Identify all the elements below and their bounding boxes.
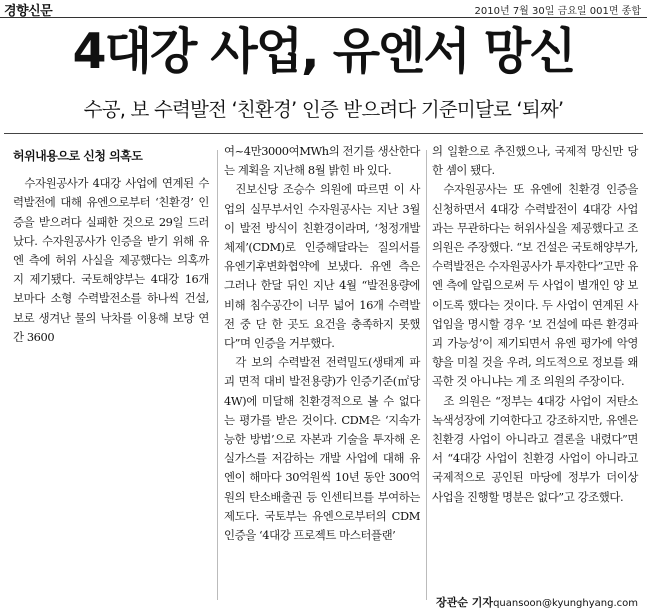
headline: 4대강 사업, 유엔서 망신: [72, 23, 575, 80]
subheadline: 수공, 보 수력발전 ‘친환경’ 인증 받으려다 기준미달로 ‘퇴짜’: [83, 98, 564, 121]
article-paragraph: 조 의원은 “정부는 4대강 사업이 저탄소 녹색성장에 기여한다고 강조하지만, 유엔은 친환경 사업이 아니라고 결론을 내렸다”면서 “4대강 사업이 친환경 사업이 아니라고 국제적으로 공인된 마당에 정부가 더이상 사업을 진행할 명분은 없다”고 강조했다.: [432, 393, 638, 504]
byline: [436, 594, 638, 610]
issue-date: 2010년 7월 30일 금요일 001면 종합: [474, 6, 641, 17]
column-divider: [217, 150, 218, 600]
publication-name: 경향신문: [4, 4, 53, 19]
reporter-name: 장관순 기자: [436, 596, 493, 609]
reporter-email: quansoon@kyunghyang.com: [493, 598, 638, 609]
article-paragraph: 여~4만3000여MWh의 전기를 생산한다는 계획을 지난해 8월 밝힌 바 있다.: [224, 144, 420, 178]
article-paragraph: 의 일환으로 추진했으나, 국제적 망신만 당한 셈이 됐다.: [432, 144, 638, 178]
article-column-3: [432, 142, 638, 507]
headline-divider: [4, 133, 643, 134]
article-paragraph: 각 보의 수력발전 전력밀도(생태계 파괴 면적 대비 발전용량)가 인증기준(㎡당 4W)에 미달해 친환경적으로 볼 수 없다는 평가를 받은 것이다. CDM은 ‘지속가능한 방법’으로 자본과 기술을 투자해 온실가스를 저감하는 개발 사업에 대해 유엔이 해마다 30억원씩 10년 동안 300억원의 탄소배출권 등 인센티브를 부여하는 제도다. 국토부는 유엔으로부터의 CDM 인증을 ‘4대강 프로젝트 마스터플랜’: [224, 355, 420, 543]
article-paragraph: 수자원공사는 또 유엔에 친환경 인증을 신청하면서 4대강 수력발전이 4대강 사업과는 무관하다는 허위사실을 제공했다고 조 의원은 주장했다. “보 건설은 국토해양부가, 수력발전은 수자원공사가 투자한다”고만 유엔 측에 알림으로써 두 사업이 별개인 양 보이도록 했다는 것이다. 두 사업이 연계된 사업임을 명시할 경우 ‘보 건설에 따른 환경파괴 가능성’이 제기되면서 유엔 평가에 악영향을 미칠 것을 우려, 의도적으로 정보를 왜곡한 것 아니냐는 게 조 의원의 주장이다.: [432, 182, 638, 389]
article-column-2: [224, 142, 420, 545]
masthead: [0, 0, 647, 18]
section-heading: 허위내용으로 신청 의혹도: [13, 149, 143, 163]
article-paragraph: 수자원공사가 4대강 사업에 연계된 수력발전에 대해 유엔으로부터 ‘친환경’ 인증을 받으려다 실패한 것으로 29일 드러났다. 수자원공사가 인증을 받기 위해 유엔 측에 허위 사실을 제공했다는 의혹까지 제기됐다. 국토해양부는 4대강 16개 보마다 소형 수력발전소를 하나씩 건설, 보로 생겨난 물의 낙차를 이용해 보당 연간 3600: [13, 176, 209, 344]
column-divider: [426, 150, 427, 600]
article-column-1: [13, 142, 209, 347]
article-paragraph: 진보신당 조승수 의원에 따르면 이 사업의 실무부서인 수자원공사는 지난 3월 이 발전 방식이 친환경이라며, ‘청정개발체제’(CDM)로 인증해달라는 질의서를 유엔기후변화협약에 보냈다. 유엔 측은 그러나 한달 뒤인 지난 4월 “발전용량에 비해 침수공간이 너무 넓어 16개 수력발전 중 단 한 곳도 요건을 충족하지 못했다”며 인증을 거부했다.: [224, 182, 420, 351]
